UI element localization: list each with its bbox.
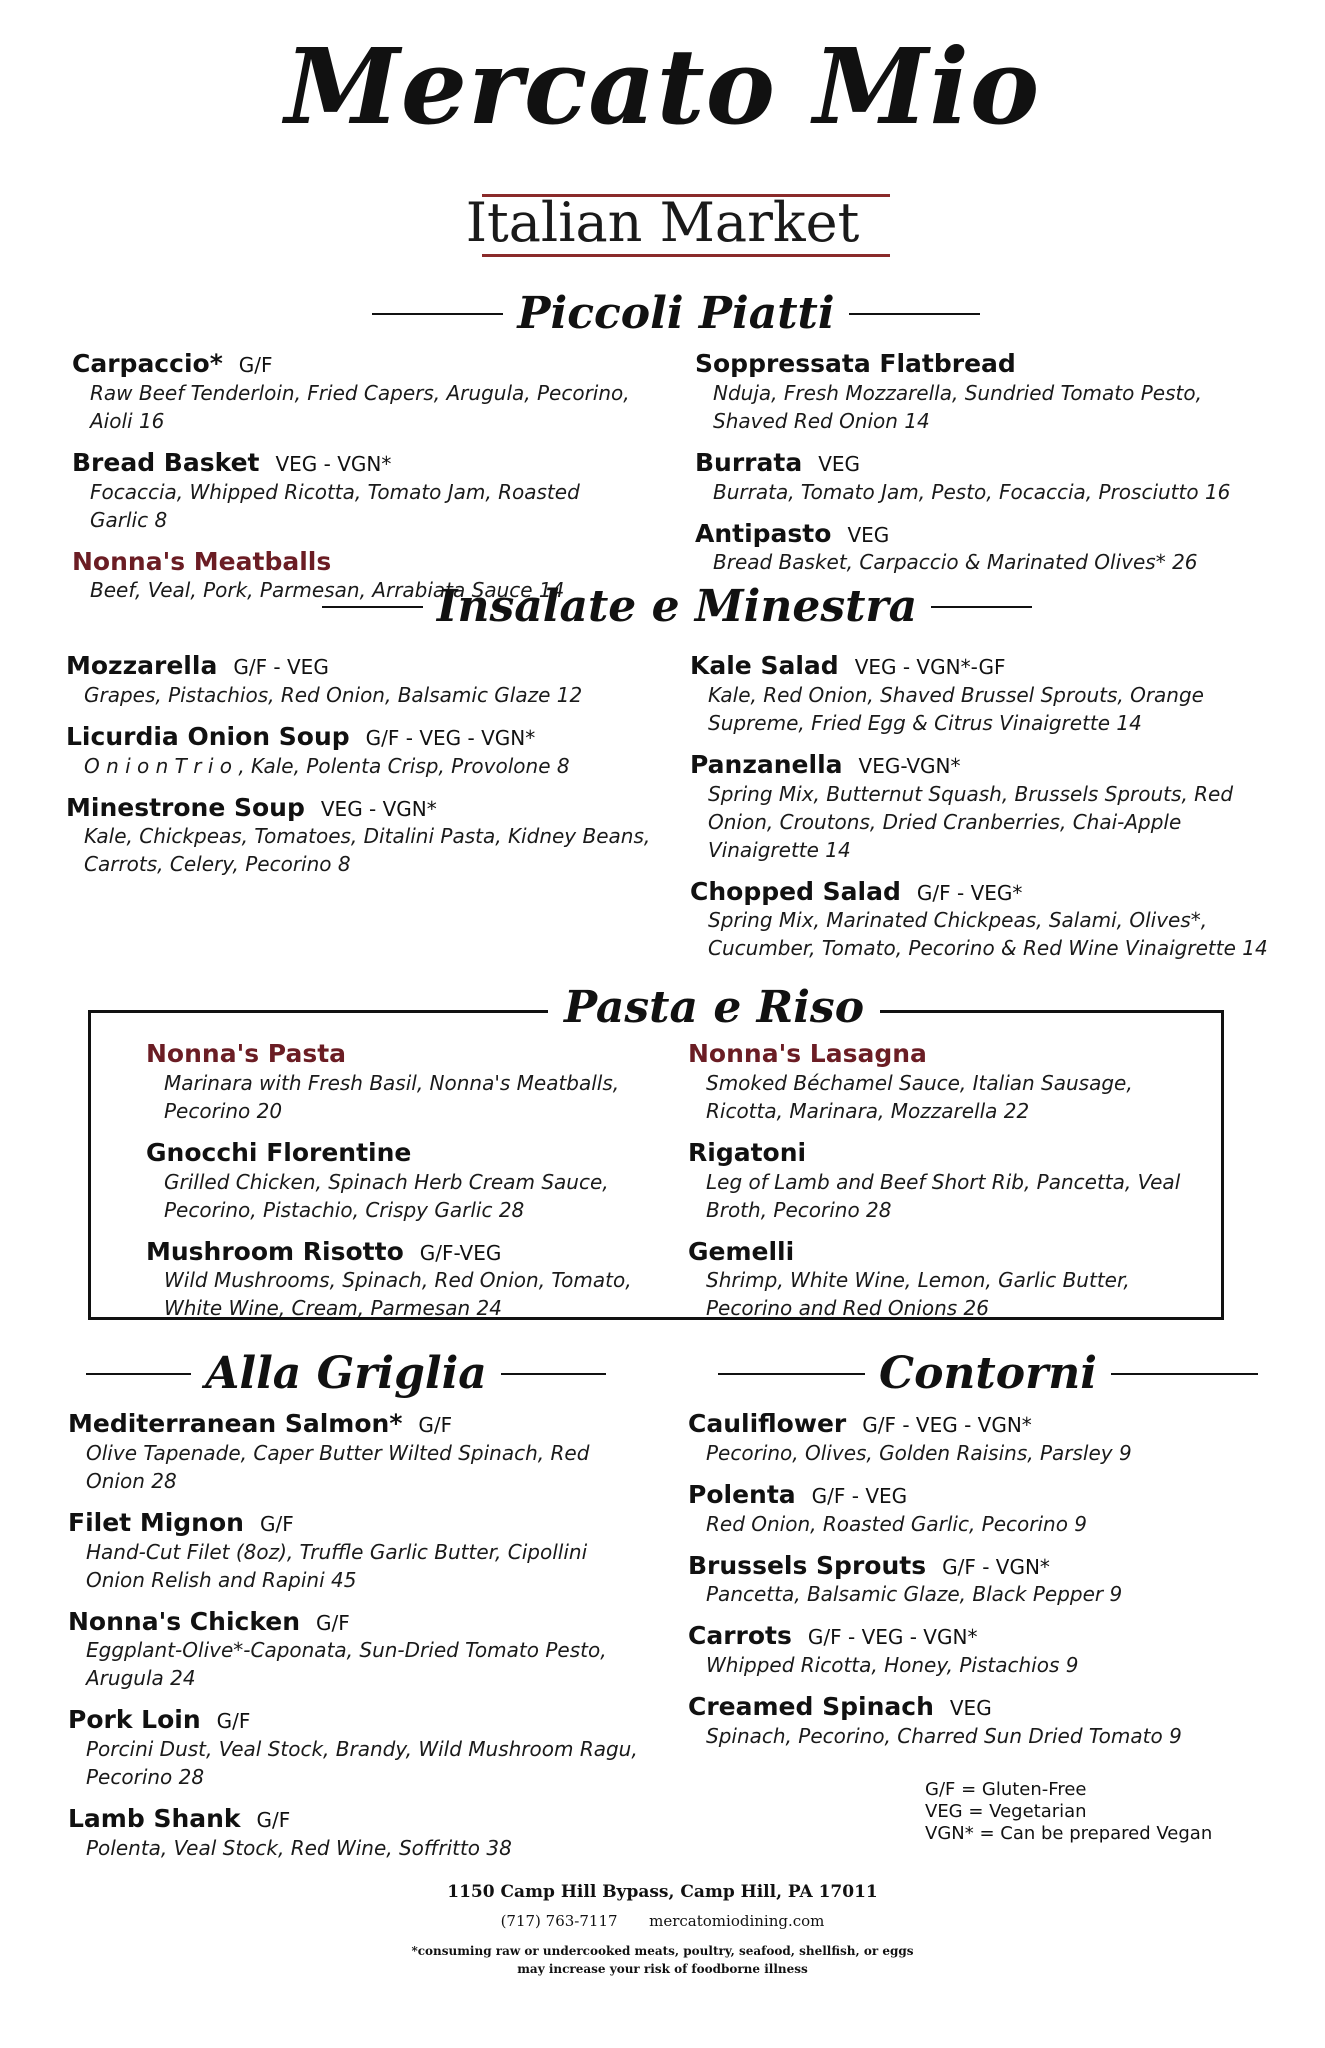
menu-item <box>688 1410 1268 1467</box>
footer-phone[interactable]: (717) 763-7117 <box>500 1912 618 1930</box>
menu-item-name: Nonna's Lasagna <box>688 1039 927 1068</box>
menu-item-name: Licurdia Onion Soup <box>66 721 350 751</box>
pasta-right-column <box>688 1040 1208 1336</box>
section-header-griglia <box>86 1348 606 1399</box>
menu-item-diet-tag: VEG <box>818 451 861 476</box>
menu-item <box>695 520 1275 577</box>
menu-item-description: Grapes, Pistachios, Red Onion, Balsamic Glaze 12 <box>84 682 583 707</box>
menu-item <box>66 652 656 709</box>
menu-item-name: Carrots <box>688 1621 792 1651</box>
menu-item-name: Nonna's Pasta <box>146 1039 347 1068</box>
section-title: Contorni <box>879 1348 1097 1399</box>
menu-item <box>688 1139 1208 1224</box>
menu-item-diet-tag: VEG <box>949 1696 992 1720</box>
menu-item-name: Brussels Sprouts <box>688 1550 927 1580</box>
brand-subtitle: Italian Market <box>465 191 860 254</box>
menu-item-description: Eggplant-Olive*-Caponata, Sun-Dried Tomato Pesto, Arugula 24 <box>86 1638 607 1691</box>
menu-item-name: Lamb Shank <box>68 1804 241 1833</box>
menu-item-name: Gnocchi Florentine <box>146 1137 412 1167</box>
menu-item <box>695 350 1275 435</box>
menu-item-name: Mediterranean Salmon* <box>68 1409 403 1438</box>
menu-item-diet-tag: G/F - VEG <box>811 1483 908 1508</box>
section-title: Piccoli Piatti <box>517 288 835 339</box>
section-title-pasta: Pasta e Riso <box>548 986 880 1030</box>
menu-item-diet-tag: G/F <box>256 1808 291 1832</box>
legend-vgn: VGN* = Can be prepared Vegan <box>925 1823 1213 1844</box>
menu-item <box>690 878 1290 963</box>
section-header-contorni <box>718 1348 1258 1399</box>
menu-item-name: Gemelli <box>688 1236 795 1266</box>
menu-item-description: Beef, Veal, Pork, Parmesan, Arrabiata Sauce 14 <box>90 578 565 603</box>
menu-item-name: Carpaccio* <box>72 349 223 378</box>
menu-item-description: Pecorino, Olives, Golden Raisins, Parsley 9 <box>706 1440 1132 1465</box>
menu-item-name: Polenta <box>688 1479 796 1509</box>
menu-item-name: Chopped Salad <box>690 876 901 906</box>
menu-item-diet-tag: G/F <box>316 1610 350 1635</box>
menu-item-description: Spring Mix, Marinated Chickpeas, Salami, Olives*, Cucumber, Tomato, Pecorino & Red Wine Vinaigrette 14 <box>708 908 1268 961</box>
menu-item-name: Antipasto <box>695 518 832 548</box>
menu-item-name: Panzanella <box>690 749 843 779</box>
menu-item-description: Porcini Dust, Veal Stock, Brandy, Wild Mushroom Ragu, Pecorino 28 <box>86 1737 638 1789</box>
menu-item-diet-tag: G/F - VEG - VGN* <box>807 1625 978 1650</box>
menu-item-description: Wild Mushrooms, Spinach, Red Onion, Tomato, White Wine, Cream, Parmesan 24 <box>164 1268 632 1321</box>
menu-item <box>72 350 632 435</box>
menu-item <box>68 1608 648 1693</box>
menu-item <box>688 1481 1268 1538</box>
menu-item-name: Rigatoni <box>688 1137 807 1167</box>
diet-legend <box>925 1779 1212 1845</box>
menu-item-name: Filet Mignon <box>68 1507 244 1537</box>
menu-item-description: Leg of Lamb and Beef Short Rib, Pancetta, Veal Broth, Pecorino 28 <box>706 1169 1181 1222</box>
menu-item <box>66 723 656 780</box>
menu-item <box>688 1238 1208 1323</box>
menu-item-diet-tag: VEG-VGN* <box>858 753 961 778</box>
menu-item-description: Smoked Béchamel Sauce, Italian Sausage, Ricotta, Marinara, Mozzarella 22 <box>706 1070 1133 1123</box>
insalate-right-column <box>690 652 1290 976</box>
menu-item <box>146 1040 676 1125</box>
section-header-piccoli <box>372 288 980 339</box>
section-title: Alla Griglia <box>205 1348 487 1399</box>
menu-item-name: Burrata <box>695 447 803 477</box>
menu-item-description: Olive Tapenade, Caper Butter Wilted Spinach, Red Onion 28 <box>86 1440 590 1493</box>
menu-item-name: Creamed Spinach <box>688 1692 934 1721</box>
menu-item-description: Bread Basket, Carpaccio & Marinated Olives* 26 <box>713 550 1198 575</box>
menu-item-diet-tag: VEG - VGN* <box>275 451 392 476</box>
menu-item-name: Kale Salad <box>690 651 839 680</box>
menu-item-description: Marinara with Fresh Basil, Nonna's Meatballs, Pecorino 20 <box>164 1070 620 1123</box>
menu-item-diet-tag: VEG <box>847 522 890 547</box>
menu-item-description: Spinach, Pecorino, Charred Sun Dried Tomato 9 <box>706 1723 1182 1748</box>
menu-item <box>72 449 632 534</box>
menu-item-diet-tag: G/F - VEG* <box>916 880 1023 905</box>
legend-veg: VEG = Vegetarian <box>925 1801 1087 1822</box>
menu-item-description: Grilled Chicken, Spinach Herb Cream Sauce, Pecorino, Pistachio, Crispy Garlic 28 <box>164 1169 609 1222</box>
contorni-column <box>688 1410 1268 1764</box>
menu-item <box>68 1706 648 1791</box>
section-title: Insalate e Minestra <box>436 581 918 632</box>
menu-item-diet-tag: G/F <box>418 1413 453 1437</box>
menu-item-description: Hand-Cut Filet (8oz), Truffle Garlic Butter, Cipollini Onion Relish and Rapini 45 <box>86 1539 588 1592</box>
menu-item-diet-tag: G/F - VEG - VGN* <box>862 1413 1032 1437</box>
footer-disclaimer-1: *consuming raw or undercooked meats, poultry, seafood, shellfish, or eggs <box>411 1944 914 1958</box>
menu-item-diet-tag: G/F - VEG <box>233 655 329 679</box>
brand-logo: Mercato Mio <box>284 25 1041 148</box>
menu-item-name: Nonna's Chicken <box>68 1606 301 1636</box>
menu-item <box>68 1410 648 1495</box>
menu-item-description: Nduja, Fresh Mozzarella, Sundried Tomato Pesto, Shaved Red Onion 14 <box>713 380 1202 433</box>
menu-item-description: Kale, Red Onion, Shaved Brussel Sprouts, Orange Supreme, Fried Egg & Citrus Vinaigrette 14 <box>708 682 1204 735</box>
menu-item-diet-tag: G/F - VGN* <box>942 1554 1050 1579</box>
menu-item <box>146 1139 676 1224</box>
menu-item-diet-tag: G/F <box>238 353 273 377</box>
griglia-column <box>68 1410 648 1876</box>
menu-item-name: Mushroom Risotto <box>146 1236 404 1266</box>
menu-item <box>146 1238 676 1323</box>
menu-item-description: Raw Beef Tenderloin, Fried Capers, Arugula, Pecorino, Aioli 16 <box>90 380 630 433</box>
menu-item-name: Nonna's Meatballs <box>72 546 332 576</box>
menu-item <box>688 1040 1208 1125</box>
pasta-left-column <box>146 1040 676 1336</box>
menu-item-description: Pancetta, Balsamic Glaze, Black Pepper 9 <box>706 1582 1123 1607</box>
menu-item <box>68 1805 648 1862</box>
menu-item-description: Kale, Chickpeas, Tomatoes, Ditalini Pasta, Kidney Beans, Carrots, Celery, Pecorino 8 <box>84 824 651 877</box>
menu-item-description: O n i o n T r i o , Kale, Polenta Crisp, Provolone 8 <box>84 753 570 778</box>
piccoli-right-column <box>695 350 1275 590</box>
insalate-left-column <box>66 652 656 892</box>
menu-item-name: Mozzarella <box>66 651 218 680</box>
menu-item-name: Bread Basket <box>72 447 260 477</box>
legend-gf: G/F = Gluten-Free <box>925 1779 1087 1800</box>
menu-item-description: Burrata, Tomato Jam, Pesto, Focaccia, Prosciutto 16 <box>713 479 1231 504</box>
menu-item <box>695 449 1275 506</box>
footer-disclaimer-2: may increase your risk of foodborne illness <box>517 1962 808 1976</box>
menu-item <box>688 1552 1268 1609</box>
footer-address: 1150 Camp Hill Bypass, Camp Hill, PA 17011 <box>447 1882 878 1902</box>
menu-item <box>68 1509 648 1594</box>
menu-item-description: Focaccia, Whipped Ricotta, Tomato Jam, Roasted Garlic 8 <box>90 479 580 532</box>
menu-item <box>690 652 1290 737</box>
menu-item <box>66 794 656 879</box>
menu-item-description: Whipped Ricotta, Honey, Pistachios 9 <box>706 1653 1079 1677</box>
menu-item-diet-tag: G/F-VEG <box>419 1240 502 1265</box>
menu-item <box>688 1693 1268 1750</box>
menu-item-description: Red Onion, Roasted Garlic, Pecorino 9 <box>706 1511 1088 1536</box>
menu-item-diet-tag: VEG - VGN* <box>320 796 437 821</box>
menu-item-diet-tag: VEG - VGN*-GF <box>854 655 1006 679</box>
menu-item-name: Minestrone Soup <box>66 792 305 822</box>
menu-item-description: Shrimp, White Wine, Lemon, Garlic Butter, Pecorino and Red Onions 26 <box>706 1268 1130 1321</box>
piccoli-left-column <box>72 350 632 618</box>
menu-item-name: Cauliflower <box>688 1409 847 1438</box>
menu-item-name: Pork Loin <box>68 1705 201 1735</box>
menu-item-description: Spring Mix, Butternut Squash, Brussels Sprouts, Red Onion, Croutons, Dried Cranberries, Chai-Apple Vinaigrette 14 <box>708 781 1234 862</box>
menu-item <box>690 751 1290 864</box>
logo-rule-bottom <box>482 254 890 257</box>
menu-item-description: Polenta, Veal Stock, Red Wine, Soffritto 38 <box>86 1835 512 1860</box>
menu-item-name: Soppressata Flatbread <box>695 349 1016 378</box>
menu-item-diet-tag: G/F - VEG - VGN* <box>365 725 536 750</box>
menu-item <box>688 1622 1268 1679</box>
menu-item-diet-tag: G/F <box>259 1511 294 1536</box>
section-header-insalate <box>322 581 1032 632</box>
menu-item-diet-tag: G/F <box>216 1709 251 1734</box>
footer-contact <box>0 1912 1325 1930</box>
footer-website[interactable]: mercatomiodining.com <box>649 1912 825 1930</box>
